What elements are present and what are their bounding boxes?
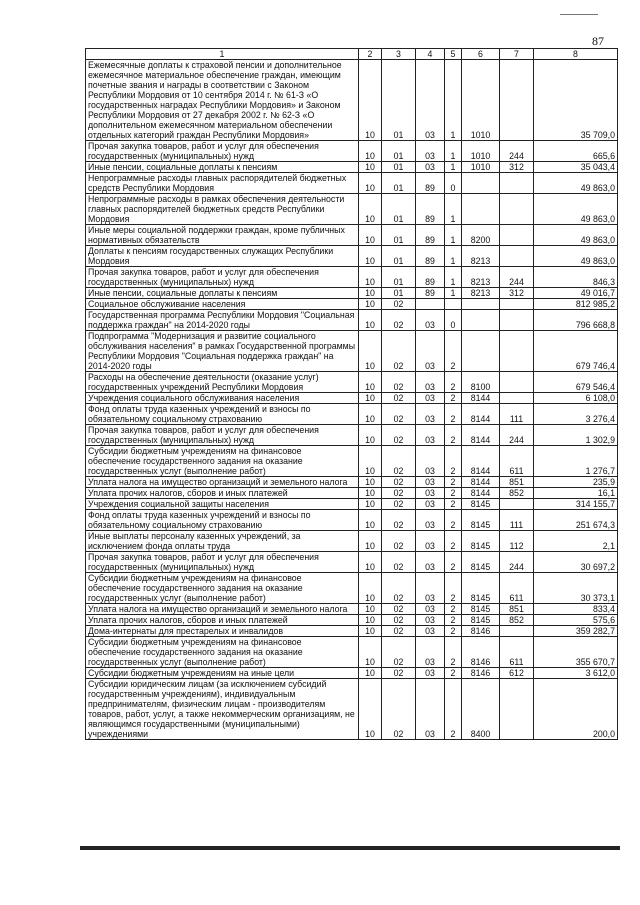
cell-target-code: 1010	[462, 141, 500, 162]
cell-target-code	[462, 194, 500, 225]
cell-amount: 2,1	[534, 531, 618, 552]
cell-subsection: 02	[382, 310, 416, 331]
table-row	[86, 446, 618, 477]
cell-amount: 796 668,8	[534, 310, 618, 331]
cell-subsection: 02	[382, 331, 416, 372]
row-description: Фонд оплаты труда казенных учреждений и взносы по обязательному социальному страхованию	[86, 510, 359, 531]
cell-target-code: 8144	[462, 488, 500, 499]
table-row	[86, 299, 618, 310]
row-description: Субсидии бюджетным учреждениям на иные цели	[86, 668, 359, 679]
cell-program: 03	[416, 573, 445, 604]
cell-expense-type	[500, 372, 534, 393]
table-row	[86, 225, 618, 246]
cell-subsection: 02	[382, 510, 416, 531]
table-row	[86, 425, 618, 446]
cell-expense-type	[500, 679, 534, 740]
cell-subprogram: 2	[445, 573, 462, 604]
cell-program: 03	[416, 60, 445, 141]
cell-amount: 3 276,4	[534, 404, 618, 425]
cell-subprogram: 2	[445, 510, 462, 531]
cell-program: 03	[416, 626, 445, 637]
cell-program: 03	[416, 162, 445, 173]
cell-subsection: 01	[382, 60, 416, 141]
cell-target-code: 8213	[462, 288, 500, 299]
table-row	[86, 60, 618, 141]
cell-section: 10	[359, 331, 382, 372]
cell-expense-type: 612	[500, 668, 534, 679]
table-row	[86, 310, 618, 331]
cell-section: 10	[359, 510, 382, 531]
row-description: Субсидии юридическим лицам (за исключением субсидий государственным учреждениям), индивидуальным предпринимателям, физическим лицам - производителям товаров, работ, услуг, а также некоммерческим организациям, не являющимся государственными (муниципальными) учреждениями	[86, 679, 359, 740]
cell-section: 10	[359, 404, 382, 425]
cell-program: 03	[416, 499, 445, 510]
cell-amount: 665,6	[534, 141, 618, 162]
cell-subsection: 02	[382, 488, 416, 499]
table-row	[86, 499, 618, 510]
table-header-row	[86, 49, 618, 60]
cell-amount: 575,6	[534, 615, 618, 626]
cell-target-code: 1010	[462, 162, 500, 173]
cell-expense-type: 312	[500, 288, 534, 299]
table-row	[86, 626, 618, 637]
cell-target-code	[462, 173, 500, 194]
cell-target-code	[462, 331, 500, 372]
cell-program: 03	[416, 404, 445, 425]
cell-amount: 49 863,0	[534, 173, 618, 194]
cell-program: 89	[416, 288, 445, 299]
table-row	[86, 372, 618, 393]
cell-section: 10	[359, 173, 382, 194]
cell-subprogram: 2	[445, 331, 462, 372]
table-row	[86, 173, 618, 194]
row-description: Субсидии бюджетным учреждениям на финансовое обеспечение государственного задания на оказание государственных услуг (выполнение работ)	[86, 446, 359, 477]
cell-amount: 35 043,4	[534, 162, 618, 173]
cell-program: 03	[416, 446, 445, 477]
cell-amount: 235,9	[534, 477, 618, 488]
row-description: Ежемесячные доплаты к страховой пенсии и дополнительное ежемесячное материальное обеспечение граждан, имеющим почетные звания и награды в соответствии с Законом Республики Мордовия от 10 сентября 2014 г. № 61-З «О государственных наградах Республики Мордовия» и Законом Республики Мордовия от 27 декабря 2002 г. № 62-З «О дополнительном ежемесячном материальном обеспечении отдельных категорий граждан Республики Мордовия»	[86, 60, 359, 141]
cell-subsection: 02	[382, 393, 416, 404]
cell-program: 89	[416, 194, 445, 225]
cell-subprogram: 2	[445, 477, 462, 488]
cell-amount: 314 155,7	[534, 499, 618, 510]
table-row	[86, 288, 618, 299]
cell-section: 10	[359, 310, 382, 331]
cell-target-code	[462, 299, 500, 310]
cell-program: 03	[416, 679, 445, 740]
row-description: Государственная программа Республики Мордовия "Социальная поддержка граждан" на 2014-2020 годы	[86, 310, 359, 331]
cell-expense-type	[500, 331, 534, 372]
column-header: 3	[382, 49, 416, 60]
cell-section: 10	[359, 626, 382, 637]
cell-subprogram: 1	[445, 194, 462, 225]
row-description: Социальное обслуживание населения	[86, 299, 359, 310]
cell-expense-type: 852	[500, 488, 534, 499]
cell-subsection: 01	[382, 246, 416, 267]
cell-target-code: 8144	[462, 393, 500, 404]
table-row	[86, 604, 618, 615]
cell-section: 10	[359, 372, 382, 393]
row-description: Уплата прочих налогов, сборов и иных платежей	[86, 488, 359, 499]
cell-subsection: 02	[382, 637, 416, 668]
column-header: 2	[359, 49, 382, 60]
cell-subprogram: 2	[445, 488, 462, 499]
cell-expense-type: 611	[500, 573, 534, 604]
cell-program: 03	[416, 372, 445, 393]
cell-section: 10	[359, 425, 382, 446]
cell-amount: 16,1	[534, 488, 618, 499]
cell-target-code: 8144	[462, 446, 500, 477]
cell-subsection: 02	[382, 299, 416, 310]
cell-program: 03	[416, 141, 445, 162]
cell-section: 10	[359, 393, 382, 404]
cell-program: 03	[416, 393, 445, 404]
row-description: Уплата налога на имущество организаций и земельного налога	[86, 477, 359, 488]
cell-section: 10	[359, 225, 382, 246]
cell-subprogram: 1	[445, 267, 462, 288]
cell-amount: 30 373,1	[534, 573, 618, 604]
cell-subprogram: 2	[445, 637, 462, 668]
corner-mark	[560, 14, 598, 15]
row-description: Расходы на обеспечение деятельности (оказание услуг) государственных учреждений Республики Мордовия	[86, 372, 359, 393]
cell-subsection: 01	[382, 141, 416, 162]
budget-table	[85, 48, 618, 740]
cell-expense-type	[500, 310, 534, 331]
cell-program: 03	[416, 488, 445, 499]
cell-program: 03	[416, 668, 445, 679]
cell-subsection: 02	[382, 531, 416, 552]
cell-section: 10	[359, 60, 382, 141]
row-description: Учреждения социальной защиты населения	[86, 499, 359, 510]
table-row	[86, 141, 618, 162]
cell-amount: 355 670,7	[534, 637, 618, 668]
cell-subprogram: 2	[445, 531, 462, 552]
cell-amount: 679 746,4	[534, 331, 618, 372]
cell-amount: 846,3	[534, 267, 618, 288]
row-description: Субсидии бюджетным учреждениям на финансовое обеспечение государственного задания на оказание государственных услуг (выполнение работ)	[86, 573, 359, 604]
cell-amount: 812 985,2	[534, 299, 618, 310]
cell-section: 10	[359, 573, 382, 604]
cell-target-code: 8145	[462, 573, 500, 604]
cell-target-code: 8145	[462, 531, 500, 552]
cell-target-code: 8400	[462, 679, 500, 740]
cell-subsection: 01	[382, 267, 416, 288]
cell-amount: 200,0	[534, 679, 618, 740]
cell-subprogram: 0	[445, 310, 462, 331]
cell-expense-type: 852	[500, 615, 534, 626]
cell-subsection: 01	[382, 162, 416, 173]
cell-section: 10	[359, 679, 382, 740]
row-description: Учреждения социального обслуживания населения	[86, 393, 359, 404]
table-row	[86, 637, 618, 668]
row-description: Уплата налога на имущество организаций и земельного налога	[86, 604, 359, 615]
cell-subprogram: 1	[445, 141, 462, 162]
table-row	[86, 331, 618, 372]
cell-amount: 3 612,0	[534, 668, 618, 679]
table-row	[86, 246, 618, 267]
table-row	[86, 267, 618, 288]
cell-program	[416, 299, 445, 310]
cell-subsection: 01	[382, 173, 416, 194]
cell-subsection: 01	[382, 225, 416, 246]
cell-target-code: 8145	[462, 615, 500, 626]
cell-subsection: 02	[382, 626, 416, 637]
cell-section: 10	[359, 246, 382, 267]
cell-subsection: 02	[382, 499, 416, 510]
cell-subprogram: 1	[445, 162, 462, 173]
row-description: Непрограммные расходы в рамках обеспечения деятельности главных распорядителей бюджетных средств Республики Мордовия	[86, 194, 359, 225]
cell-amount: 35 709,0	[534, 60, 618, 141]
cell-expense-type: 851	[500, 604, 534, 615]
row-description: Субсидии бюджетным учреждениям на финансовое обеспечение государственного задания на оказание государственных услуг (выполнение работ)	[86, 637, 359, 668]
cell-subprogram: 2	[445, 552, 462, 573]
cell-expense-type: 244	[500, 425, 534, 446]
cell-amount: 49 863,0	[534, 194, 618, 225]
column-header: 1	[86, 49, 359, 60]
cell-expense-type: 111	[500, 510, 534, 531]
cell-subprogram: 1	[445, 225, 462, 246]
cell-target-code: 8145	[462, 604, 500, 615]
cell-amount: 49 016,7	[534, 288, 618, 299]
cell-expense-type: 611	[500, 637, 534, 668]
row-description: Прочая закупка товаров, работ и услуг для обеспечения государственных (муниципальных) нужд	[86, 425, 359, 446]
cell-program: 03	[416, 552, 445, 573]
row-description: Прочая закупка товаров, работ и услуг для обеспечения государственных (муниципальных) нужд	[86, 552, 359, 573]
cell-program: 89	[416, 225, 445, 246]
cell-expense-type	[500, 246, 534, 267]
cell-program: 03	[416, 310, 445, 331]
row-description: Прочая закупка товаров, работ и услуг для обеспечения государственных (муниципальных) нужд	[86, 267, 359, 288]
cell-amount: 251 674,3	[534, 510, 618, 531]
row-description: Иные пенсии, социальные доплаты к пенсиям	[86, 288, 359, 299]
cell-section: 10	[359, 488, 382, 499]
cell-target-code: 1010	[462, 60, 500, 141]
cell-expense-type: 111	[500, 404, 534, 425]
cell-subsection: 02	[382, 615, 416, 626]
cell-target-code: 8145	[462, 510, 500, 531]
table-row	[86, 552, 618, 573]
cell-expense-type	[500, 499, 534, 510]
cell-subprogram: 2	[445, 393, 462, 404]
cell-section: 10	[359, 162, 382, 173]
cell-subprogram: 2	[445, 446, 462, 477]
row-description: Дома-интернаты для престарелых и инвалидов	[86, 626, 359, 637]
cell-expense-type: 112	[500, 531, 534, 552]
cell-target-code	[462, 310, 500, 331]
table-row	[86, 477, 618, 488]
cell-subprogram: 0	[445, 173, 462, 194]
cell-subprogram	[445, 299, 462, 310]
cell-target-code: 8144	[462, 477, 500, 488]
cell-subsection: 02	[382, 477, 416, 488]
column-header: 6	[462, 49, 500, 60]
cell-subprogram: 2	[445, 626, 462, 637]
cell-program: 03	[416, 425, 445, 446]
cell-section: 10	[359, 477, 382, 488]
cell-expense-type	[500, 626, 534, 637]
row-description: Прочая закупка товаров, работ и услуг для обеспечения государственных (муниципальных) нужд	[86, 141, 359, 162]
cell-subsection: 02	[382, 425, 416, 446]
table-row	[86, 531, 618, 552]
cell-target-code: 8144	[462, 425, 500, 446]
cell-program: 03	[416, 531, 445, 552]
cell-program: 03	[416, 477, 445, 488]
cell-program: 03	[416, 604, 445, 615]
cell-subsection: 02	[382, 604, 416, 615]
cell-expense-type	[500, 299, 534, 310]
cell-expense-type	[500, 194, 534, 225]
column-header: 4	[416, 49, 445, 60]
cell-section: 10	[359, 446, 382, 477]
cell-subsection: 02	[382, 679, 416, 740]
cell-section: 10	[359, 552, 382, 573]
cell-section: 10	[359, 141, 382, 162]
table-row	[86, 194, 618, 225]
cell-target-code: 8100	[462, 372, 500, 393]
cell-expense-type	[500, 173, 534, 194]
cell-amount: 1 276,7	[534, 446, 618, 477]
cell-program: 03	[416, 615, 445, 626]
table-row	[86, 404, 618, 425]
cell-target-code: 8213	[462, 246, 500, 267]
cell-subprogram: 2	[445, 668, 462, 679]
cell-subsection: 01	[382, 194, 416, 225]
cell-subsection: 02	[382, 446, 416, 477]
cell-section: 10	[359, 637, 382, 668]
cell-subsection: 02	[382, 404, 416, 425]
row-description: Уплата прочих налогов, сборов и иных платежей	[86, 615, 359, 626]
cell-section: 10	[359, 288, 382, 299]
table-row	[86, 679, 618, 740]
cell-program: 89	[416, 173, 445, 194]
cell-target-code: 8146	[462, 637, 500, 668]
cell-amount: 30 697,2	[534, 552, 618, 573]
cell-expense-type: 244	[500, 552, 534, 573]
page-number: 87	[592, 34, 604, 48]
cell-target-code: 8145	[462, 499, 500, 510]
cell-section: 10	[359, 604, 382, 615]
cell-amount: 359 282,7	[534, 626, 618, 637]
cell-subprogram: 2	[445, 604, 462, 615]
table-row	[86, 393, 618, 404]
cell-program: 03	[416, 331, 445, 372]
cell-target-code: 8200	[462, 225, 500, 246]
row-description: Непрограммные расходы главных распорядителей бюджетных средств Республики Мордовия	[86, 173, 359, 194]
cell-subsection: 02	[382, 552, 416, 573]
cell-section: 10	[359, 194, 382, 225]
table-body	[86, 60, 618, 740]
cell-program: 89	[416, 246, 445, 267]
cell-amount: 6 108,0	[534, 393, 618, 404]
cell-subprogram: 2	[445, 679, 462, 740]
cell-section: 10	[359, 299, 382, 310]
cell-subsection: 02	[382, 668, 416, 679]
cell-subprogram: 1	[445, 246, 462, 267]
cell-subprogram: 2	[445, 499, 462, 510]
cell-subprogram: 2	[445, 372, 462, 393]
cell-program: 03	[416, 637, 445, 668]
cell-expense-type	[500, 393, 534, 404]
table-row	[86, 488, 618, 499]
table-row	[86, 573, 618, 604]
cell-expense-type: 244	[500, 141, 534, 162]
cell-amount: 833,4	[534, 604, 618, 615]
cell-amount: 679 546,4	[534, 372, 618, 393]
table-row	[86, 510, 618, 531]
bottom-scan-bar	[80, 846, 620, 850]
table-row	[86, 162, 618, 173]
row-description: Доплаты к пенсиям государственных служащих Республики Мордовия	[86, 246, 359, 267]
cell-section: 10	[359, 531, 382, 552]
cell-subsection: 01	[382, 288, 416, 299]
column-header: 5	[445, 49, 462, 60]
cell-subprogram: 2	[445, 425, 462, 446]
cell-expense-type: 244	[500, 267, 534, 288]
row-description: Иные выплаты персоналу казенных учреждений, за исключением фонда оплаты труда	[86, 531, 359, 552]
cell-target-code: 8146	[462, 668, 500, 679]
row-description: Иные меры социальной поддержки граждан, кроме публичных нормативных обязательств	[86, 225, 359, 246]
cell-target-code: 8213	[462, 267, 500, 288]
cell-target-code: 8145	[462, 552, 500, 573]
cell-amount: 49 863,0	[534, 246, 618, 267]
cell-subprogram: 1	[445, 288, 462, 299]
cell-program: 89	[416, 267, 445, 288]
cell-section: 10	[359, 499, 382, 510]
cell-subsection: 02	[382, 372, 416, 393]
table-row	[86, 615, 618, 626]
cell-subsection: 02	[382, 573, 416, 604]
cell-section: 10	[359, 615, 382, 626]
cell-expense-type	[500, 60, 534, 141]
cell-program: 03	[416, 510, 445, 531]
cell-amount: 49 863,0	[534, 225, 618, 246]
cell-subprogram: 1	[445, 60, 462, 141]
cell-expense-type: 851	[500, 477, 534, 488]
cell-target-code: 8146	[462, 626, 500, 637]
cell-subprogram: 2	[445, 404, 462, 425]
table-row	[86, 668, 618, 679]
row-description: Подпрограмма "Модернизация и развитие социального обслуживания населения" в рамках Государственной программы Республики Мордовия "Социальная поддержка граждан" на 2014-2020 годы	[86, 331, 359, 372]
cell-amount: 1 302,9	[534, 425, 618, 446]
cell-section: 10	[359, 267, 382, 288]
cell-expense-type: 312	[500, 162, 534, 173]
cell-expense-type	[500, 225, 534, 246]
cell-target-code: 8144	[462, 404, 500, 425]
row-description: Иные пенсии, социальные доплаты к пенсиям	[86, 162, 359, 173]
cell-expense-type: 611	[500, 446, 534, 477]
column-header: 7	[500, 49, 534, 60]
column-header: 8	[534, 49, 618, 60]
row-description: Фонд оплаты труда казенных учреждений и взносы по обязательному социальному страхованию	[86, 404, 359, 425]
cell-section: 10	[359, 668, 382, 679]
cell-subprogram: 2	[445, 615, 462, 626]
